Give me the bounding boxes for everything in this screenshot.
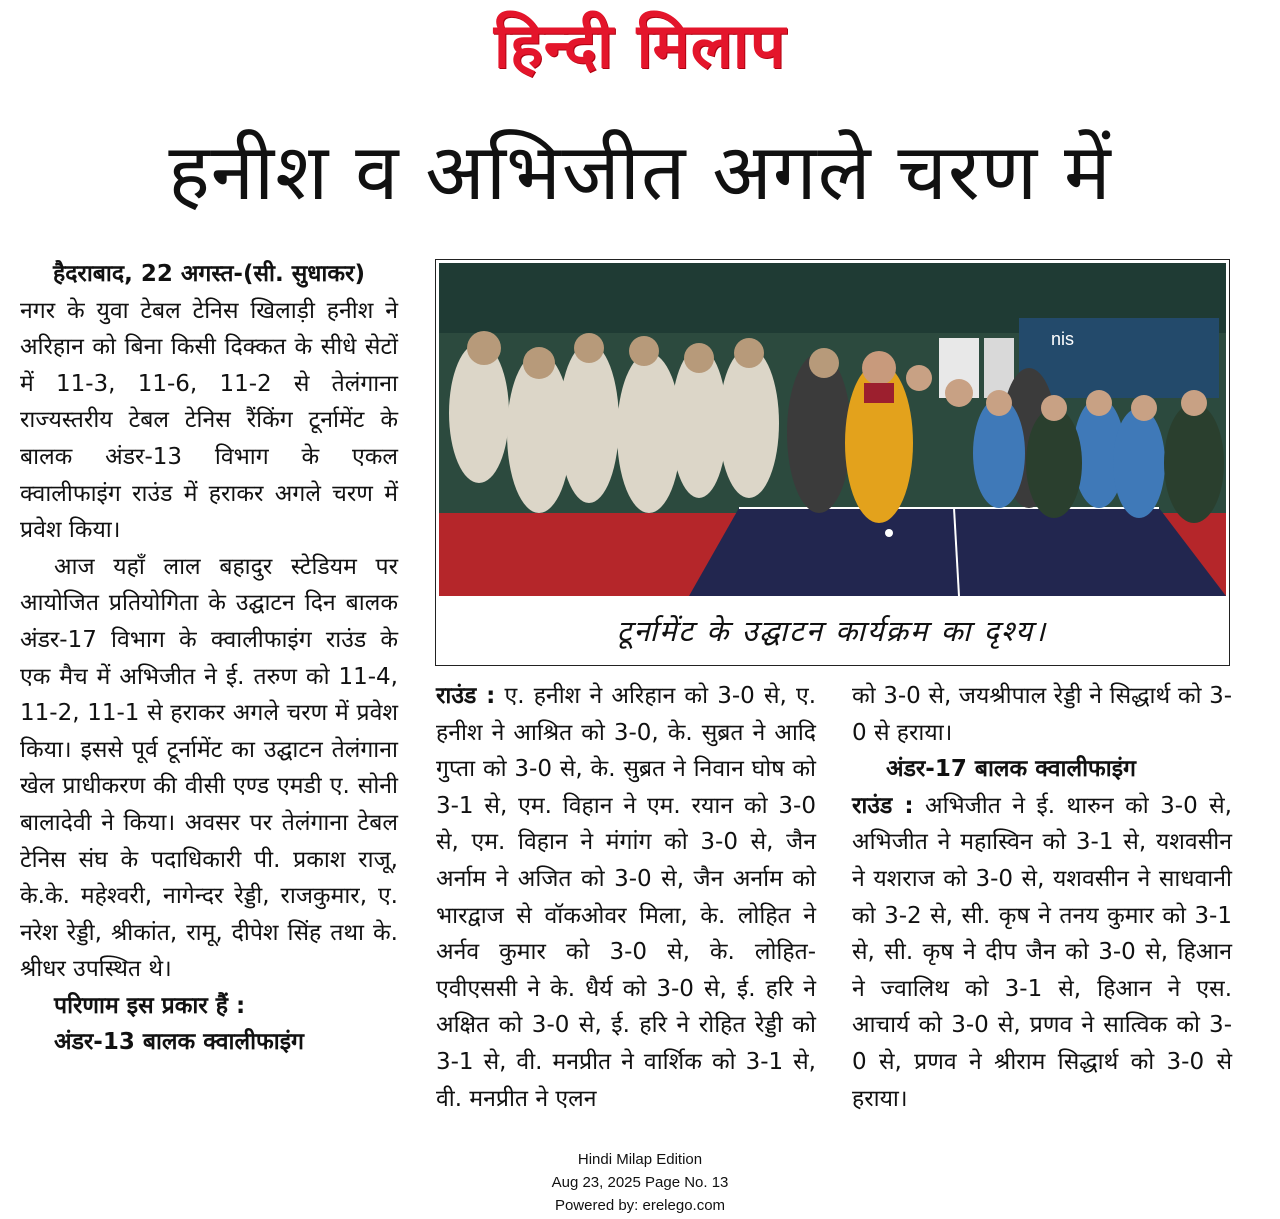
page-footer (440, 1148, 840, 1217)
under-17-heading: अंडर-17 बालक क्वालीफाइंग (886, 756, 1136, 783)
news-photo (439, 263, 1226, 596)
article-paragraph-1: नगर के युवा टेबल टेनिस खिलाड़ी हनीश ने अरिहान को बिना किसी दिक्कत के सीधे सेटों में 11-3, 11-6, 11-2 से तेलंगाना राज्यस्तरीय टेबल टेनिस रैंकिंग टूर्नामेंट के बालक अंडर-13 विभाग के एकल क्वालीफाइंग राउंड में हराकर अगले चरण में प्रवेश किया। (20, 297, 398, 544)
article-headline: हनीश व अभिजीत अगले चरण में (168, 128, 1112, 218)
date-page-label: Aug 23, 2025 Page No. 13 (551, 1174, 729, 1191)
results-heading: परिणाम इस प्रकार हैं : (54, 992, 246, 1019)
edition-label: Hindi Milap Edition (577, 1151, 703, 1168)
round-label: राउंड : (436, 683, 496, 709)
under-13-heading: अंडर-13 बालक क्वालीफाइंग (54, 1029, 304, 1056)
round-label: राउंड : (852, 792, 914, 819)
under-13-results-text: ए. हनीश ने अरिहान को 3-0 से, ए. हनीश ने आश्रित को 3-0, के. सुब्रत ने आदि गुप्ता को 3-0 से, के. सुब्रत ने निवान घोष को 3-1 से, एम. विहान ने एम. रयान को 3-0 से, एम. विहान ने मंगांग को 3-0 से, जैन अर्नाम ने अजित को 3-0 से, जैन अर्नाम को भारद्वाज से वॉकओवर मिला, के. लोहित ने अर्नव कुमार को 3-0 से, के. लोहित-एवीएससी ने के. धैर्य को 3-0 से, ई. हरि ने अक्षित को 3-0 से, ई. हरि ने रोहित रेड्डी को 3-1 से, वी. मनप्रीत ने वार्शिक को 3-1 से, वी. मनप्रीत ने एलन (436, 683, 817, 1112)
under-17-results-text: अभिजीत ने ई. थारुन को 3-0 से, अभिजीत ने महास्विन को 3-1 से, यशवसीन ने यशराज को 3-0 से, यशवसीन ने साधवानी को 3-2 से, सी. कृष ने तनय कुमार को 3-1 से, सी. कृष ने दीप जैन को 3-0 से, हिआन ने ज्वालिथ को 3-1 से, हिआन ने एस. आचार्य को 3-0 से, प्रणव ने सात्विक को 3-0 से, प्रणव ने श्रीराम सिद्धार्थ को 3-0 से हराया। (852, 792, 1232, 1112)
article-paragraph-2: आज यहाँ लाल बहादुर स्टेडियम पर आयोजित प्रतियोगिता के उद्घाटन दिन बालक अंडर-17 विभाग के क्वालीफाइंग राउंड के एक मैच में अभिजीत ने ई. तरुण को 11-4, 11-2, 11-1 से हराकर अगले चरण में प्रवेश किया। इससे पूर्व टूर्नामेंट का उद्घाटन तेलंगाना खेल प्राधीकरण की वीसी एण्ड एमडी ए. सोनी बालादेवी ने किया। अवसर पर तेलंगाना टेबल टेनिस संघ के पदाधिकारी पी. प्रकाश राजू, के.के. महेश्वरी, नागेन्दर रेड्डी, राजकुमार, ए. नरेश रेड्डी, श्रीकांत, रामू, दीपेश सिंह तथा के. श्रीधर उपस्थित थे। (20, 553, 398, 983)
article-column-1 (20, 256, 398, 1061)
powered-by-label: Powered by: erelego.com (554, 1197, 726, 1214)
article-column-3 (852, 678, 1232, 1117)
under-13-results-end: को 3-0 से, जयश्रीपाल रेड्डी ने सिद्धार्थ को 3-0 से हराया। (852, 683, 1232, 746)
photo-frame (435, 259, 1230, 666)
photo-caption: टूर्नामेंट के उद्घाटन कार्यक्रम का दृश्य। (616, 614, 1048, 648)
masthead (0, 2, 1280, 90)
results-under-13 (436, 678, 816, 1117)
results-under-17 (852, 788, 1232, 1117)
photo-illustration (439, 263, 1226, 596)
dateline: हैदराबाद, 22 अगस्त-(सी. सुधाकर) (53, 261, 365, 287)
article-column-2 (436, 678, 816, 1117)
newspaper-logo: हिन्दी मिलाप (493, 9, 787, 82)
banner-text: nis (1051, 329, 1075, 349)
